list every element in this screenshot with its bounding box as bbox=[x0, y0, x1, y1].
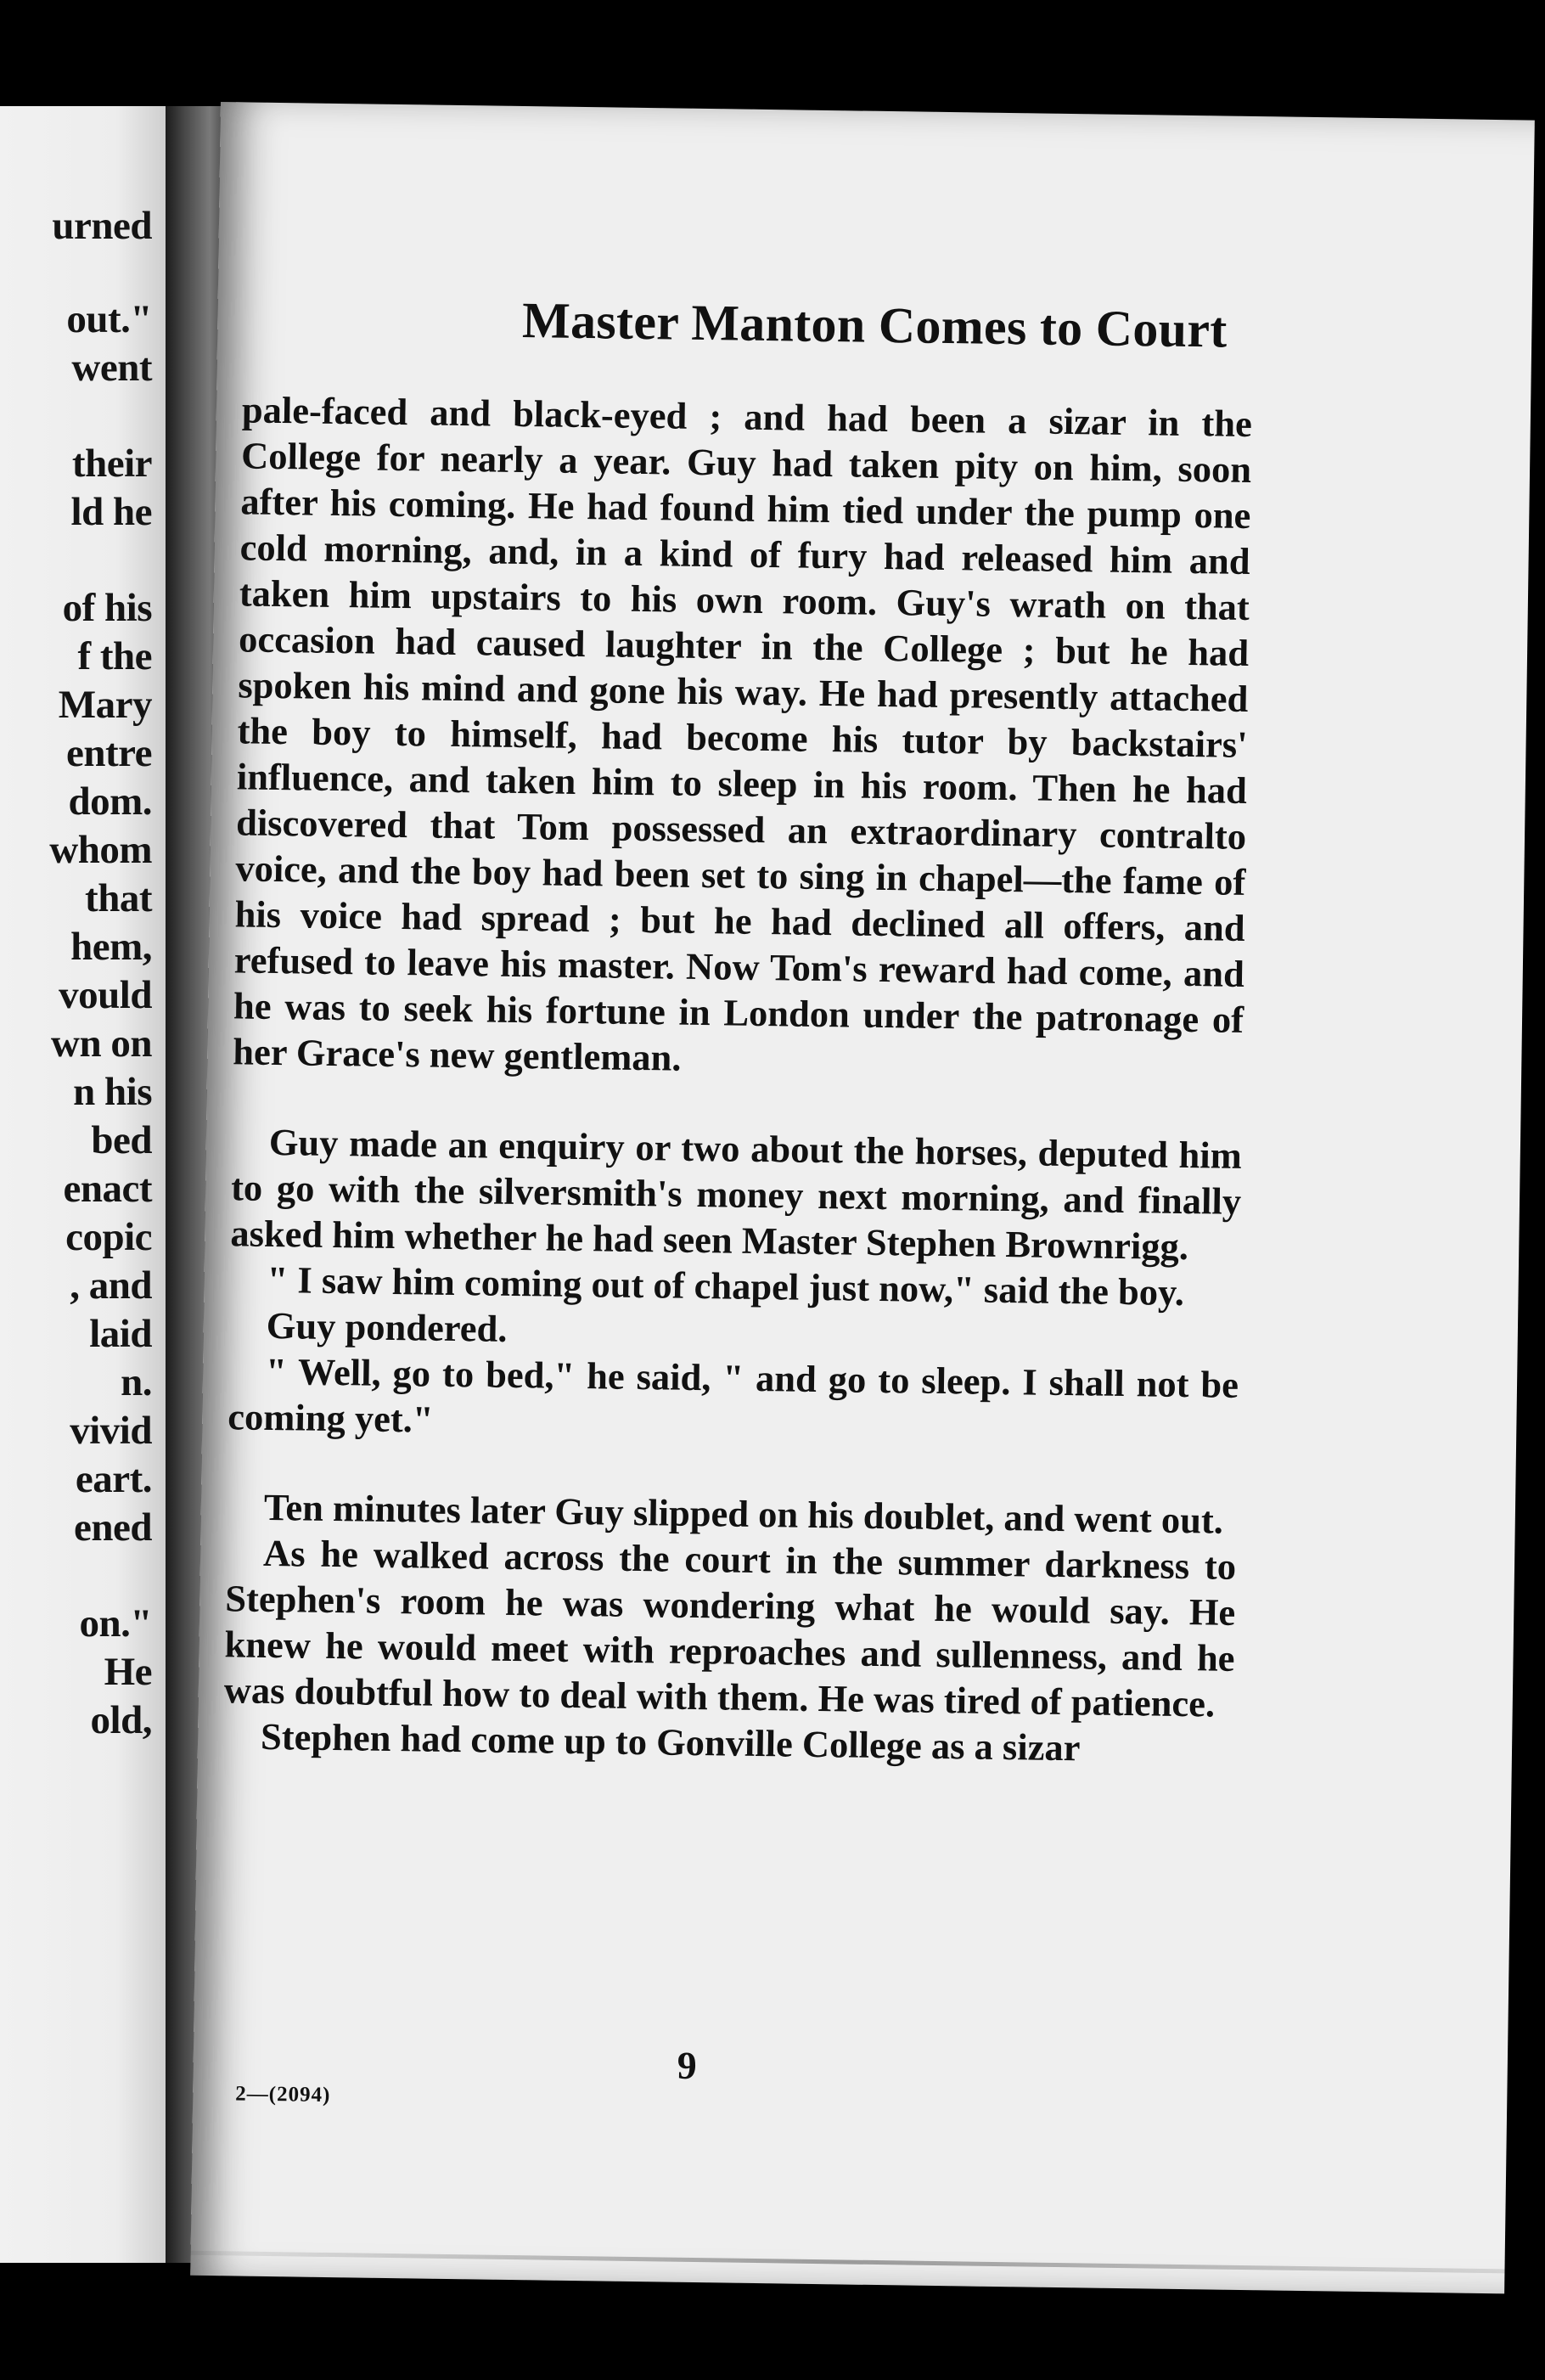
page-number: 9 bbox=[677, 2043, 698, 2088]
left-line-fragment: their bbox=[71, 442, 152, 486]
left-line-fragment: hem, bbox=[70, 925, 152, 969]
paragraph: pale-faced and black-eyed ; and had been a sizar in the College for nearly a year. Guy had taken pity on him, soon after his coming. He had found him tied under the pump one cold morning, and, in a kind of fury had released him and taken him upstairs to his own room. Guy's wrath on that occasion had caused laughter in the College ; but he had spoken his mind and gone his way. He had presently attached the boy to himself, had become his tutor by backstairs' influence, and taken him to sleep in his room. Then he had discovered that Tom possessed an extraordinary contralto voice, and the boy had been set to sing in chapel—the fame of his voice had spread ; but he had declined all offers, and refused to leave his master. Now Tom's reward had come, and he was to seek his fortune in London under the patronage of her Grace's new gentleman. bbox=[233, 388, 1253, 1079]
paragraph: As he walked across the court in the summer darkness to Stephen's room he was wondering what he would say. He knew he would meet with reproaches and sullenness, and he was doubtful how to deal with them. He was tired of patience. bbox=[223, 1531, 1237, 1725]
printer-signature-mark: 2—(2094) bbox=[235, 2082, 331, 2107]
left-line-fragment: out." bbox=[66, 297, 152, 341]
left-line-fragment: Mary bbox=[58, 683, 152, 727]
left-line-fragment: f the bbox=[77, 634, 152, 678]
right-book-page bbox=[190, 102, 1535, 2293]
running-head: Master Manton Comes to Court bbox=[521, 291, 1228, 358]
left-line-fragment: wn on bbox=[51, 1021, 152, 1066]
left-line-fragment: ened bbox=[74, 1505, 152, 1550]
left-line-fragment: dom. bbox=[68, 779, 152, 824]
left-line-fragment: urned bbox=[52, 204, 152, 248]
left-line-fragment: bed bbox=[91, 1118, 152, 1162]
paragraph: Guy made an enquiry or two about the horses, deputed him to go with the silversmith's money next morning, and finally asked him whether he had seen Master Stephen Brownrigg. bbox=[230, 1120, 1243, 1269]
left-line-fragment: vivid bbox=[70, 1409, 152, 1453]
left-line-fragment: n. bbox=[121, 1360, 152, 1404]
left-line-fragment: copic bbox=[65, 1215, 152, 1259]
left-facing-page bbox=[0, 106, 166, 2263]
page-bottom-edge bbox=[191, 2251, 1505, 2274]
paragraph: " I saw him coming out of chapel just now," said the boy. bbox=[267, 1258, 1185, 1314]
left-line-fragment: laid bbox=[89, 1312, 152, 1356]
body-text bbox=[223, 386, 1252, 1772]
left-line-fragment: enact bbox=[63, 1167, 152, 1211]
left-line-fragment: entre bbox=[65, 731, 152, 775]
left-line-fragment: n his bbox=[73, 1070, 152, 1114]
left-line-fragment: He bbox=[104, 1650, 152, 1694]
left-line-fragment: , and bbox=[70, 1263, 152, 1308]
left-line-fragment: on." bbox=[79, 1601, 152, 1646]
paragraph: Ten minutes later Guy slipped on his doublet, and went out. bbox=[263, 1485, 1224, 1542]
left-line-fragment: whom bbox=[49, 828, 152, 872]
paragraph: Guy pondered. bbox=[266, 1303, 508, 1350]
left-line-fragment: eart. bbox=[75, 1457, 152, 1501]
left-line-fragment: of his bbox=[62, 586, 152, 630]
left-line-fragment: old, bbox=[90, 1698, 152, 1742]
paragraph: " Well, go to bed," he said, " and go to sleep. I shall not be coming yet." bbox=[228, 1349, 1239, 1441]
left-line-fragment: ld he bbox=[70, 490, 152, 534]
left-line-fragment: vould bbox=[59, 973, 152, 1017]
paragraph: Stephen had come up to Gonville College as a sizar bbox=[260, 1714, 1081, 1770]
left-line-fragment: that bbox=[85, 876, 152, 920]
left-line-fragment: went bbox=[71, 346, 152, 390]
